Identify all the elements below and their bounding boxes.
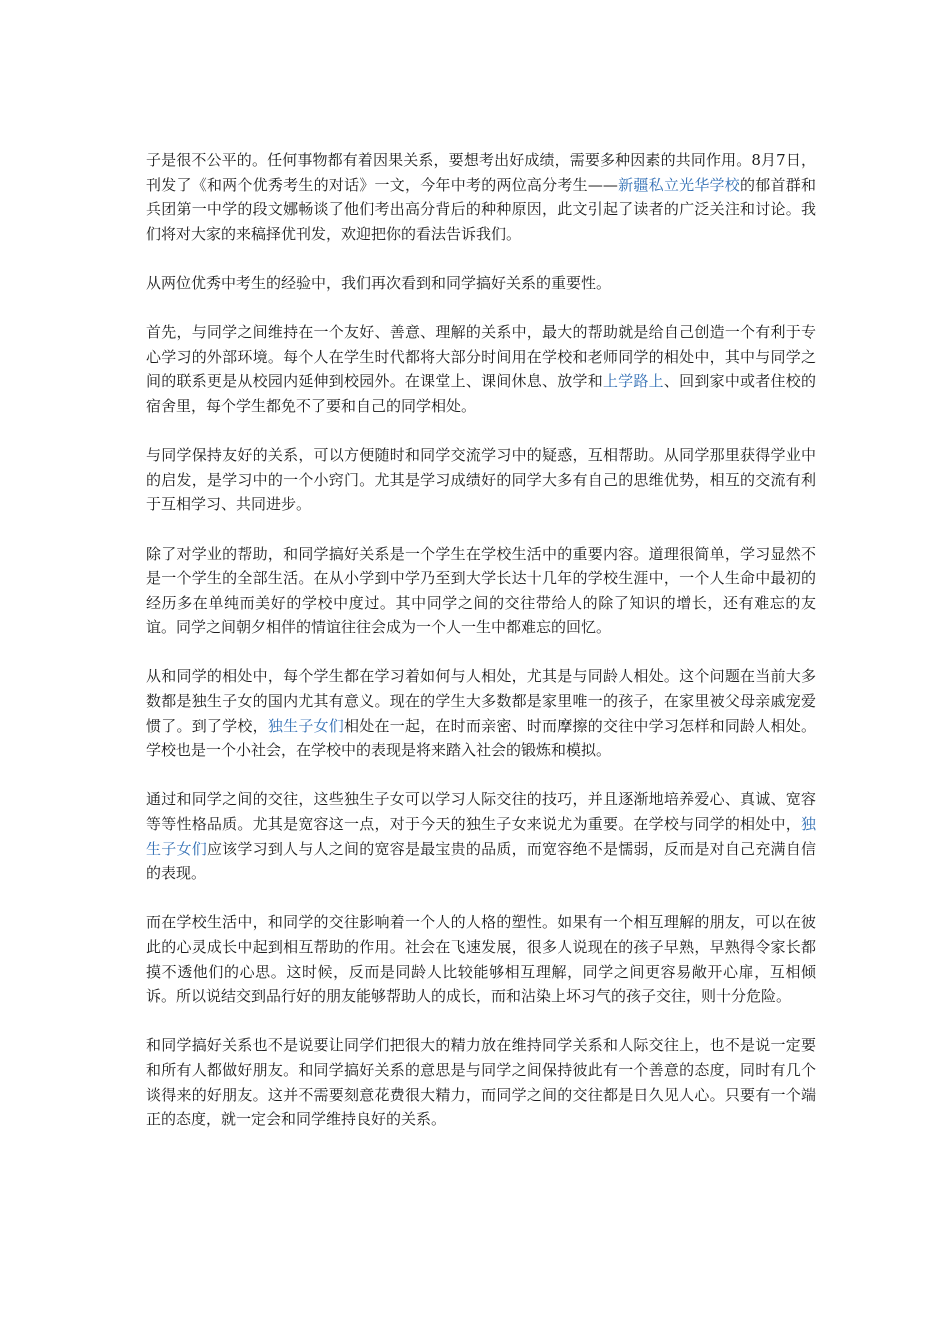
paragraph-text: 与同学保持友好的关系，可以方便随时和同学交流学习中的疑惑，互相帮助。从同学那里获得学业中的启发，是学习中的一个小窍门。尤其是学习成绩好的同学大多有自己的思维优势，相互的交流有利于互相学习、共同进步。	[146, 446, 816, 514]
paragraph	[146, 664, 816, 762]
paragraph-text: 应该学习到人与人之间的宽容是最宝贵的品质，而宽容绝不是懦弱，反而是对自己充满自信的表现。	[146, 839, 816, 883]
paragraph-text: 从和同学的相处中，每个学生都在学习着如何与人相处，尤其是与同龄人相处。这个问题在当前大多数都是独生子女的国内尤其有意义。现在的学生大多数都是家里唯一的孩子，在家里被父母亲戚宠爱惯了。到了学校，	[146, 667, 816, 735]
paragraph-text: 和同学搞好关系也不是说要让同学们把很大的精力放在维持同学关系和人际交往上，也不是说一定要和所有人都做好朋友。和同学搞好关系的意思是与同学之间保持彼此有一个善意的态度，同时有几个谈得来的好朋友。这并不需要刻意花费很大精力，而同学之间的交往都是日久见人心。只要有一个端正的态度，就一定会和同学维持良好的关系。	[146, 1036, 816, 1129]
paragraph	[146, 910, 816, 1008]
paragraph	[146, 271, 816, 296]
paragraph	[146, 320, 816, 418]
document-body	[146, 148, 816, 1156]
paragraph-text: 子是很不公平的。任何事物都有着因果关系，要想考出好成绩，需要多种因素的共同作用。8月7日，刊发了《和两个优秀考生的对话》一文，今年中考的两位高分考生——	[146, 151, 816, 194]
paragraph-text: 的郁首群和兵团第一中学的段文娜畅谈了他们考出高分背后的种种原因，此文引起了读者的广泛关注和讨论。我们将对大家的来稿择优刊发，欢迎把你的看法告诉我们。	[146, 175, 816, 243]
paragraph	[146, 787, 816, 885]
inline-link[interactable]: 独生子女们	[146, 815, 816, 858]
paragraph	[146, 443, 816, 517]
inline-link[interactable]: 上学路上	[602, 372, 664, 391]
paragraph-text: 除了对学业的帮助，和同学搞好关系是一个学生在学校生活中的重要内容。道理很简单，学习显然不是一个学生的全部生活。在从小学到中学乃至到大学长达十几年的学校生涯中，一个人生命中最初的经历多在单纯而美好的学校中度过。其中同学之间的交往带给人的除了知识的增长，还有难忘的友谊。同学之间朝夕相伴的情谊往往会成为一个人一生中都难忘的回忆。	[146, 544, 816, 637]
paragraph-text: 从两位优秀中考生的经验中，我们再次看到和同学搞好关系的重要性。	[146, 273, 612, 292]
paragraph	[146, 542, 816, 640]
paragraph-text: 、回到家中或者住校的宿舍里，每个学生都免不了要和自己的同学相处。	[146, 372, 816, 415]
paragraph-text: 而在学校生活中，和同学的交往影响着一个人的人格的塑性。如果有一个相互理解的朋友，可以在彼此的心灵成长中起到相互帮助的作用。社会在飞速发展，很多人说现在的孩子早熟，早熟得令家长都摸不透他们的心思。这时候，反而是同龄人比较能够相互理解，同学之间更容易敞开心扉，互相倾诉。所以说结交到品行好的朋友能够帮助人的成长，而和沾染上坏习气的孩子交往，则十分危险。	[146, 913, 816, 1006]
inline-link[interactable]: 独生子女们	[267, 716, 345, 735]
paragraph-text: 首先，与同学之间维持在一个友好、善意、理解的关系中，最大的帮助就是给自己创造一个有利于专心学习的外部环境。每个人在学生时代都将大部分时间用在学校和老师同学的相处中，其中与同学之间的联系更是从校园内延伸到校园外。在课堂上、课间休息、放学和	[146, 323, 816, 391]
paragraph	[146, 1033, 816, 1131]
paragraph-text: 通过和同学之间的交往，这些独生子女可以学习人际交往的技巧，并且逐渐地培养爱心、真诚、宽容等等性格品质。尤其是宽容这一点，对于今天的独生子女来说尤为重要。在学校与同学的相处中，	[146, 790, 816, 834]
inline-link[interactable]: 新疆私立光华学校	[617, 175, 741, 194]
paragraph	[146, 148, 816, 246]
paragraph-text: 相处在一起，在时而亲密、时而摩擦的交往中学习怎样和同龄人相处。学校也是一个小社会，在学校中的表现是将来踏入社会的锻炼和模拟。	[146, 716, 816, 760]
